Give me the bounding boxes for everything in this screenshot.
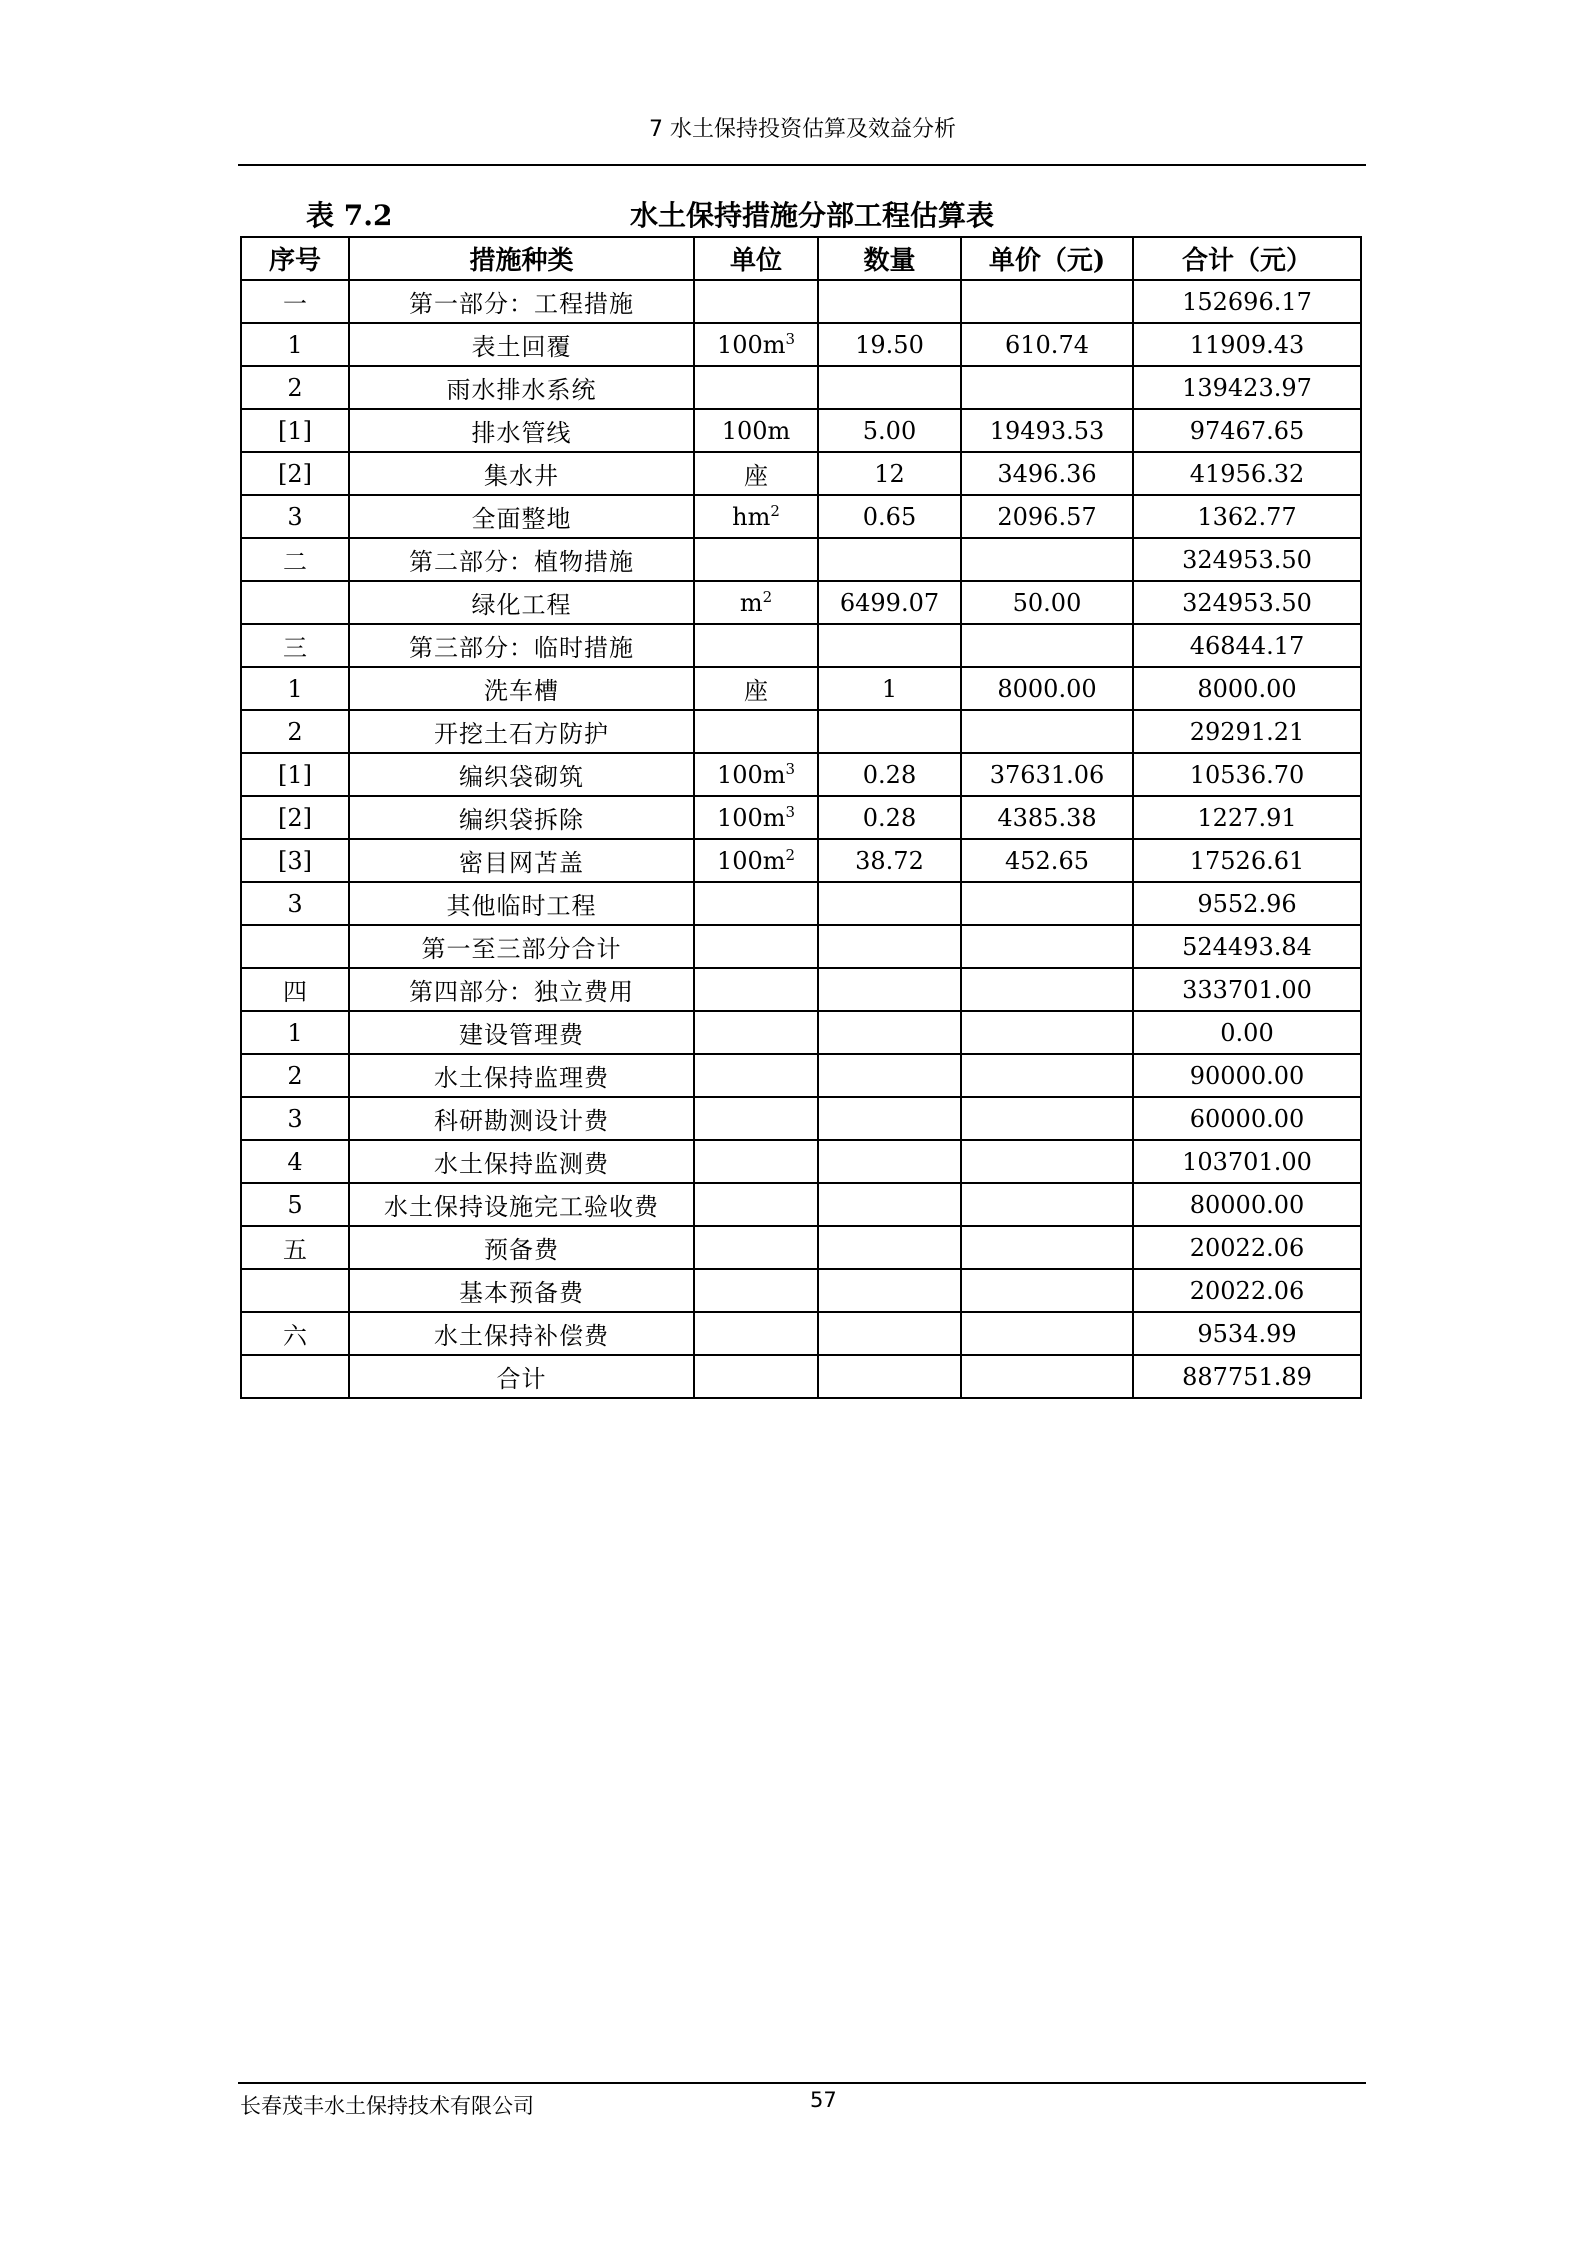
cell-quantity (818, 710, 961, 753)
cell-unit (694, 753, 818, 796)
cell-total: 152696.17 (1133, 280, 1361, 323)
cell-measure-type: 编织袋砌筑 (349, 753, 694, 796)
cell-unit (694, 1226, 818, 1269)
header-quantity: 数量 (818, 237, 961, 280)
cell-serial-no: 五 (241, 1226, 349, 1269)
cell-total: 9552.96 (1133, 882, 1361, 925)
table-row (241, 1269, 1361, 1312)
table-row (241, 452, 1361, 495)
cell-quantity (818, 366, 961, 409)
cell-total: 60000.00 (1133, 1097, 1361, 1140)
table-row (241, 1355, 1361, 1398)
cell-measure-type: 雨水排水系统 (349, 366, 694, 409)
footer-page-number: 57 (810, 2088, 837, 2112)
cell-total: 80000.00 (1133, 1183, 1361, 1226)
cell-measure-type: 其他临时工程 (349, 882, 694, 925)
cell-unit (694, 1011, 818, 1054)
cell-measure-type: 预备费 (349, 1226, 694, 1269)
cell-unit-price (961, 538, 1133, 581)
table-row (241, 538, 1361, 581)
table-row (241, 968, 1361, 1011)
cell-serial-no: [1] (241, 753, 349, 796)
cell-unit-price (961, 1312, 1133, 1355)
cell-quantity: 0.65 (818, 495, 961, 538)
cell-serial-no: 3 (241, 495, 349, 538)
cell-unit-base: 100m (716, 846, 786, 875)
table-row (241, 710, 1361, 753)
table-body (241, 280, 1361, 1398)
cell-serial-no: 2 (241, 1054, 349, 1097)
table-row (241, 1183, 1361, 1226)
cell-unit (694, 1097, 818, 1140)
cell-quantity: 6499.07 (818, 581, 961, 624)
cell-total: 524493.84 (1133, 925, 1361, 968)
cell-quantity: 19.50 (818, 323, 961, 366)
header-rule (238, 164, 1366, 166)
table-caption (240, 194, 1365, 234)
cell-measure-type: 第二部分：植物措施 (349, 538, 694, 581)
cell-quantity (818, 1054, 961, 1097)
cell-quantity: 12 (818, 452, 961, 495)
cell-quantity (818, 1140, 961, 1183)
table-row (241, 1097, 1361, 1140)
cell-serial-no: [1] (241, 409, 349, 452)
cell-unit (694, 280, 818, 323)
cell-total: 11909.43 (1133, 323, 1361, 366)
cell-measure-type: 水土保持补偿费 (349, 1312, 694, 1355)
cell-measure-type: 表土回覆 (349, 323, 694, 366)
cell-measure-type: 密目网苫盖 (349, 839, 694, 882)
cell-measure-type: 基本预备费 (349, 1269, 694, 1312)
cell-measure-type: 水土保持监理费 (349, 1054, 694, 1097)
cell-total: 324953.50 (1133, 581, 1361, 624)
cell-total: 0.00 (1133, 1011, 1361, 1054)
cell-unit (694, 882, 818, 925)
cell-total: 9534.99 (1133, 1312, 1361, 1355)
header-serial-no: 序号 (241, 237, 349, 280)
cell-serial-no: 二 (241, 538, 349, 581)
cell-unit (694, 1140, 818, 1183)
cell-quantity (818, 1097, 961, 1140)
cell-unit-price: 4385.38 (961, 796, 1133, 839)
cell-unit-price (961, 925, 1133, 968)
cell-unit-exponent: 2 (762, 587, 773, 606)
cell-total: 41956.32 (1133, 452, 1361, 495)
cell-unit-exponent: 2 (785, 845, 796, 864)
cell-quantity: 5.00 (818, 409, 961, 452)
cell-serial-no: 一 (241, 280, 349, 323)
cell-unit (694, 667, 818, 710)
cell-measure-type: 第一至三部分合计 (349, 925, 694, 968)
cell-unit-exponent: 3 (785, 329, 796, 348)
cell-unit (694, 968, 818, 1011)
cell-quantity: 38.72 (818, 839, 961, 882)
cell-total: 90000.00 (1133, 1054, 1361, 1097)
cell-unit-price: 50.00 (961, 581, 1133, 624)
cell-measure-type: 合计 (349, 1355, 694, 1398)
cell-unit-base: 100m (716, 803, 786, 832)
cell-unit-price: 8000.00 (961, 667, 1133, 710)
table-title: 水土保持措施分部工程估算表 (630, 199, 995, 232)
cell-unit (694, 323, 818, 366)
cell-total: 103701.00 (1133, 1140, 1361, 1183)
cell-serial-no: 1 (241, 667, 349, 710)
table-row (241, 1011, 1361, 1054)
cell-unit-price: 2096.57 (961, 495, 1133, 538)
cell-measure-type: 集水井 (349, 452, 694, 495)
table-row (241, 624, 1361, 667)
cell-serial-no: [2] (241, 452, 349, 495)
cell-unit-price: 452.65 (961, 839, 1133, 882)
header-unit-price: 单价（元) (961, 237, 1133, 280)
cell-serial-no (241, 581, 349, 624)
cell-quantity (818, 624, 961, 667)
cell-unit-exponent: 2 (770, 501, 780, 520)
cell-quantity (818, 968, 961, 1011)
cell-measure-type: 开挖土石方防护 (349, 710, 694, 753)
cell-serial-no: [3] (241, 839, 349, 882)
cell-quantity (818, 1183, 961, 1226)
cell-unit-base: 座 (744, 462, 768, 490)
cell-quantity (818, 925, 961, 968)
cell-unit-price (961, 1226, 1133, 1269)
cell-unit-base: 100m (716, 330, 786, 359)
cell-total: 97467.65 (1133, 409, 1361, 452)
table-row (241, 1140, 1361, 1183)
cell-unit (694, 1355, 818, 1398)
cell-serial-no: 4 (241, 1140, 349, 1183)
cell-unit-price (961, 1011, 1133, 1054)
table-row (241, 753, 1361, 796)
table-row (241, 581, 1361, 624)
cell-unit (694, 624, 818, 667)
table-row (241, 925, 1361, 968)
cell-unit-price (961, 624, 1133, 667)
cell-serial-no: [2] (241, 796, 349, 839)
cell-unit-price (961, 1097, 1133, 1140)
cell-quantity (818, 882, 961, 925)
cell-quantity: 1 (818, 667, 961, 710)
cell-measure-type: 绿化工程 (349, 581, 694, 624)
cell-measure-type: 编织袋拆除 (349, 796, 694, 839)
cell-unit-price (961, 1355, 1133, 1398)
cell-total: 29291.21 (1133, 710, 1361, 753)
cell-total: 1227.91 (1133, 796, 1361, 839)
header-unit: 单位 (694, 237, 818, 280)
cell-unit-base: m (739, 588, 763, 617)
cell-measure-type: 第一部分：工程措施 (349, 280, 694, 323)
cell-unit-price (961, 1183, 1133, 1226)
cell-unit-price (961, 1054, 1133, 1097)
cell-quantity (818, 280, 961, 323)
cell-unit-base: 100m (721, 416, 791, 445)
cell-measure-type: 建设管理费 (349, 1011, 694, 1054)
cell-unit-price (961, 1269, 1133, 1312)
cell-unit (694, 366, 818, 409)
cell-total: 17526.61 (1133, 839, 1361, 882)
cell-total: 333701.00 (1133, 968, 1361, 1011)
cell-total: 887751.89 (1133, 1355, 1361, 1398)
table-row (241, 882, 1361, 925)
cell-unit (694, 409, 818, 452)
cell-measure-type: 全面整地 (349, 495, 694, 538)
cell-serial-no: 四 (241, 968, 349, 1011)
cell-unit (694, 538, 818, 581)
cell-unit-price (961, 710, 1133, 753)
cell-serial-no: 2 (241, 710, 349, 753)
cell-unit (694, 581, 818, 624)
cell-measure-type: 水土保持监测费 (349, 1140, 694, 1183)
table-row (241, 495, 1361, 538)
table-row (241, 280, 1361, 323)
cell-total: 324953.50 (1133, 538, 1361, 581)
table-row (241, 667, 1361, 710)
cell-quantity (818, 538, 961, 581)
cell-unit (694, 839, 818, 882)
cell-unit-price: 37631.06 (961, 753, 1133, 796)
footer-rule (238, 2082, 1366, 2084)
footer-company-name: 长春茂丰水土保持技术有限公司 (240, 2094, 534, 2118)
table-row (241, 839, 1361, 882)
cell-measure-type: 水土保持设施完工验收费 (349, 1183, 694, 1226)
cell-quantity: 0.28 (818, 753, 961, 796)
table-row (241, 366, 1361, 409)
cell-serial-no (241, 925, 349, 968)
cell-total: 46844.17 (1133, 624, 1361, 667)
cell-unit-price (961, 366, 1133, 409)
cell-total: 20022.06 (1133, 1269, 1361, 1312)
table-number: 表 7.2 (306, 199, 393, 232)
table-row (241, 1226, 1361, 1269)
cell-serial-no: 三 (241, 624, 349, 667)
cell-serial-no: 3 (241, 1097, 349, 1140)
cell-serial-no (241, 1355, 349, 1398)
cell-unit (694, 1312, 818, 1355)
cell-unit-price (961, 280, 1133, 323)
cell-serial-no (241, 1269, 349, 1312)
table-row (241, 1054, 1361, 1097)
cell-quantity (818, 1355, 961, 1398)
cell-total: 20022.06 (1133, 1226, 1361, 1269)
cell-unit-base: hm (732, 502, 771, 531)
cell-unit (694, 452, 818, 495)
table-row (241, 796, 1361, 839)
header-total: 合计（元） (1133, 237, 1361, 280)
cell-quantity (818, 1269, 961, 1312)
cell-total: 1362.77 (1133, 495, 1361, 538)
page-header-chapter-title: 7 水土保持投资估算及效益分析 (649, 117, 956, 142)
cell-unit-price (961, 1140, 1133, 1183)
cell-measure-type: 排水管线 (349, 409, 694, 452)
estimate-table (240, 236, 1362, 1399)
cell-unit (694, 796, 818, 839)
cell-unit-exponent: 3 (785, 802, 796, 821)
cell-serial-no: 2 (241, 366, 349, 409)
cell-unit-exponent: 3 (785, 759, 796, 778)
cell-total: 139423.97 (1133, 366, 1361, 409)
cell-serial-no: 1 (241, 323, 349, 366)
cell-serial-no: 六 (241, 1312, 349, 1355)
cell-quantity (818, 1226, 961, 1269)
header-measure-type: 措施种类 (349, 237, 694, 280)
table-row (241, 1312, 1361, 1355)
cell-unit-price: 19493.53 (961, 409, 1133, 452)
table-row (241, 409, 1361, 452)
cell-unit (694, 710, 818, 753)
cell-quantity (818, 1312, 961, 1355)
table-row (241, 323, 1361, 366)
table-header-row (241, 237, 1361, 280)
cell-unit (694, 1183, 818, 1226)
cell-unit (694, 1054, 818, 1097)
cell-unit-price (961, 968, 1133, 1011)
cell-unit (694, 925, 818, 968)
cell-unit-price (961, 882, 1133, 925)
cell-total: 10536.70 (1133, 753, 1361, 796)
cell-measure-type: 第三部分：临时措施 (349, 624, 694, 667)
cell-unit (694, 1269, 818, 1312)
cell-unit (694, 495, 818, 538)
cell-unit-base: 100m (716, 760, 786, 789)
cell-serial-no: 5 (241, 1183, 349, 1226)
cell-measure-type: 科研勘测设计费 (349, 1097, 694, 1140)
cell-quantity: 0.28 (818, 796, 961, 839)
cell-measure-type: 洗车槽 (349, 667, 694, 710)
cell-unit-price: 610.74 (961, 323, 1133, 366)
cell-serial-no: 3 (241, 882, 349, 925)
cell-quantity (818, 1011, 961, 1054)
cell-unit-base: 座 (744, 677, 768, 705)
cell-serial-no: 1 (241, 1011, 349, 1054)
cell-unit-price: 3496.36 (961, 452, 1133, 495)
cell-total: 8000.00 (1133, 667, 1361, 710)
cell-measure-type: 第四部分：独立费用 (349, 968, 694, 1011)
